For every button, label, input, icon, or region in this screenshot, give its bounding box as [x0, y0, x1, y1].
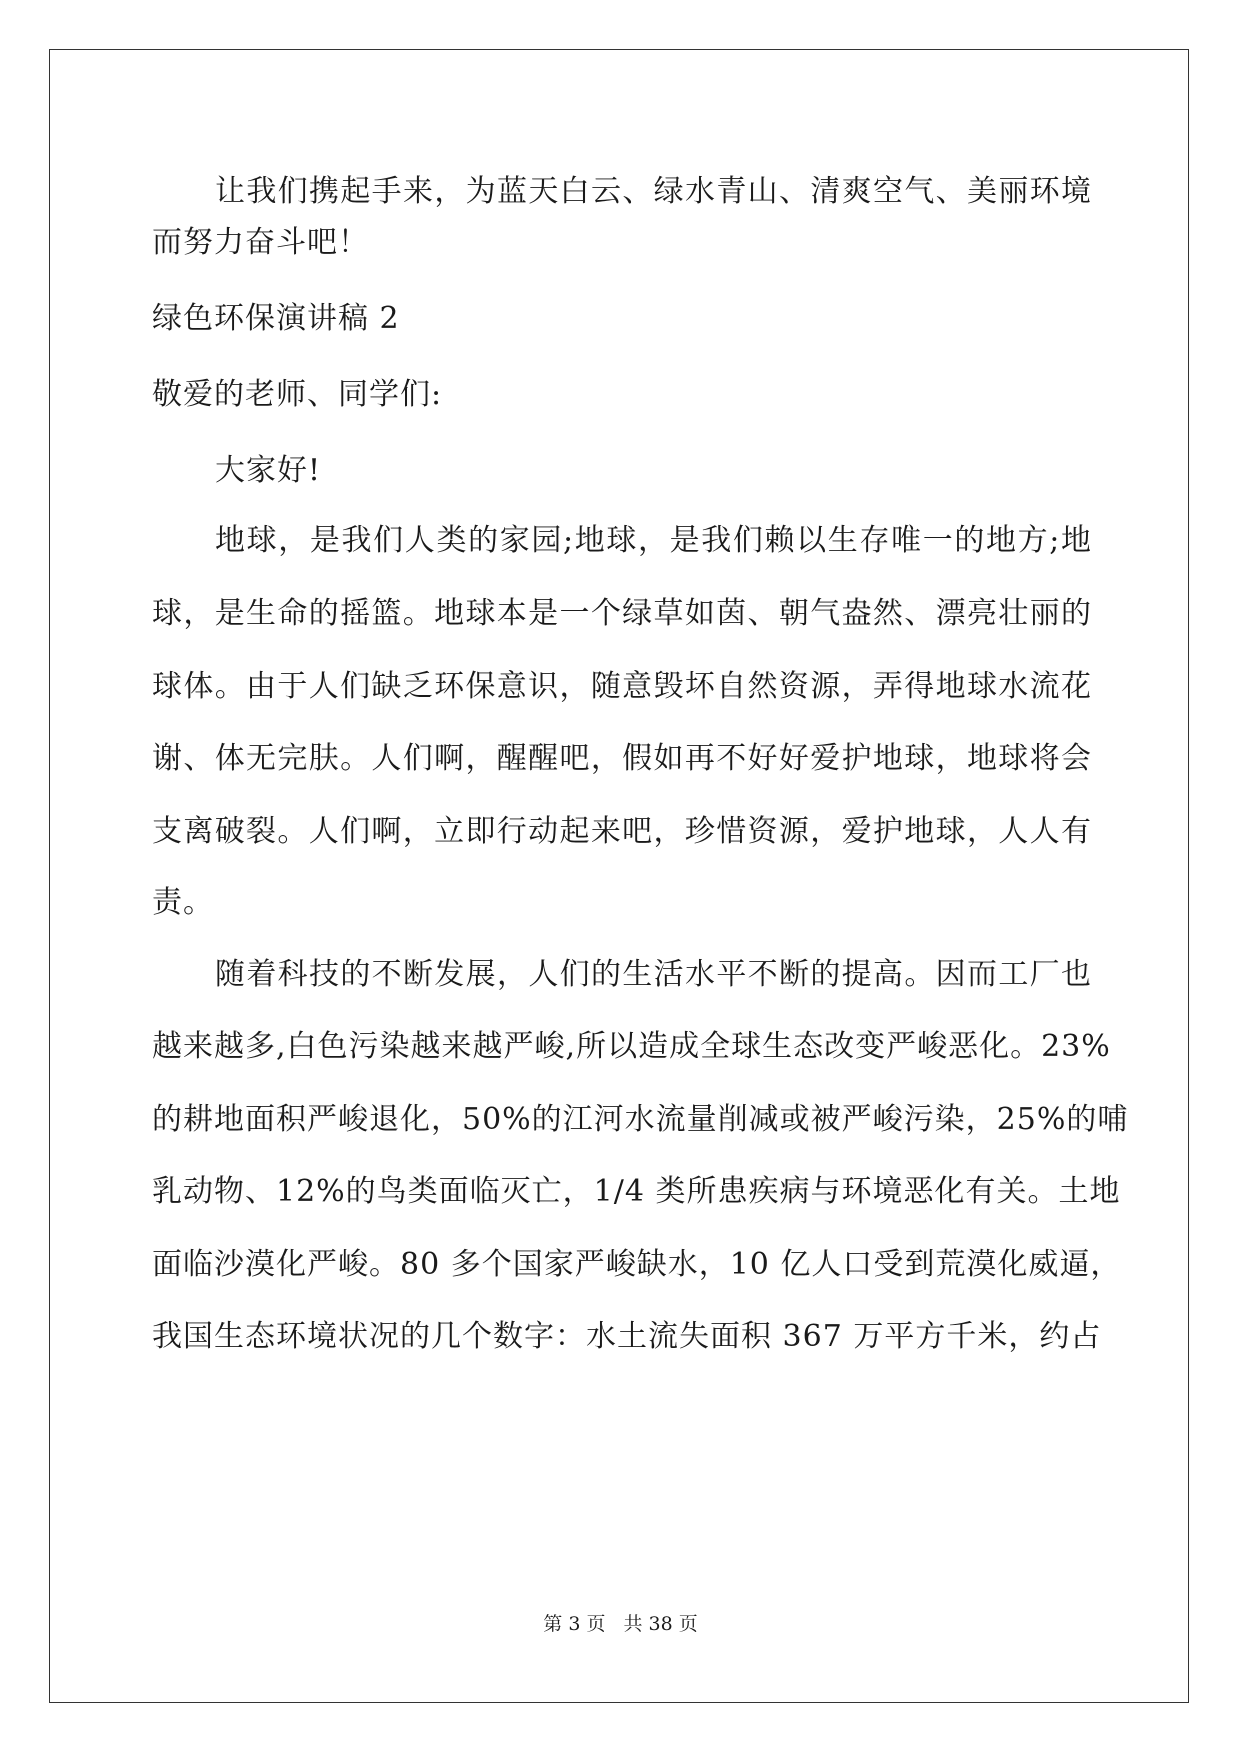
- paragraph-line: 越来越多,白色污染越来越严峻,所以造成全球生态改变严峻恶化。23%: [152, 1029, 1111, 1064]
- page-total: 共 38 页: [623, 1613, 698, 1635]
- paragraph-line: 我国生态环境状况的几个数字：水土流失面积 367 万平方千米，约占: [152, 1319, 1102, 1354]
- paragraph-line: 的耕地面积严峻退化，50%的江河水流量削减或被严峻污染，25%的哺: [152, 1102, 1129, 1137]
- section-title: 绿色环保演讲稿 2: [152, 301, 400, 336]
- paragraph-line: 让我们携起手来，为蓝天白云、绿水青山、清爽空气、美丽环境: [215, 174, 1092, 209]
- paragraph-line: 面临沙漠化严峻。80 多个国家严峻缺水，10 亿人口受到荒漠化威逼，: [152, 1247, 1122, 1282]
- page-number: 第 3 页: [543, 1613, 606, 1635]
- paragraph-line: 地球，是我们人类的家园;地球，是我们赖以生存唯一的地方;地: [215, 523, 1092, 558]
- paragraph-line: 随着科技的不断发展，人们的生活水平不断的提高。因而工厂也: [215, 957, 1092, 992]
- paragraph-line: 而努力奋斗吧！: [152, 225, 369, 260]
- paragraph-line: 支离破裂。人们啊，立即行动起来吧，珍惜资源，爱护地球，人人有: [152, 814, 1092, 849]
- paragraph-line: 乳动物、12%的鸟类面临灭亡，1/4 类所患疾病与环境恶化有关。土地: [152, 1174, 1121, 1209]
- paragraph-line: 球体。由于人们缺乏环保意识，随意毁坏自然资源，弄得地球水流花: [152, 669, 1092, 704]
- greeting: 大家好!: [215, 453, 322, 488]
- page-footer: [0, 1612, 1241, 1636]
- salutation: 敬爱的老师、同学们:: [152, 377, 443, 412]
- paragraph-line: 责。: [152, 885, 214, 920]
- paragraph-line: 谢、体无完肤。人们啊，醒醒吧，假如再不好好爱护地球，地球将会: [152, 741, 1092, 776]
- page-border: [49, 49, 1189, 1703]
- paragraph-line: 球，是生命的摇篮。地球本是一个绿草如茵、朝气盎然、漂亮壮丽的: [152, 596, 1092, 631]
